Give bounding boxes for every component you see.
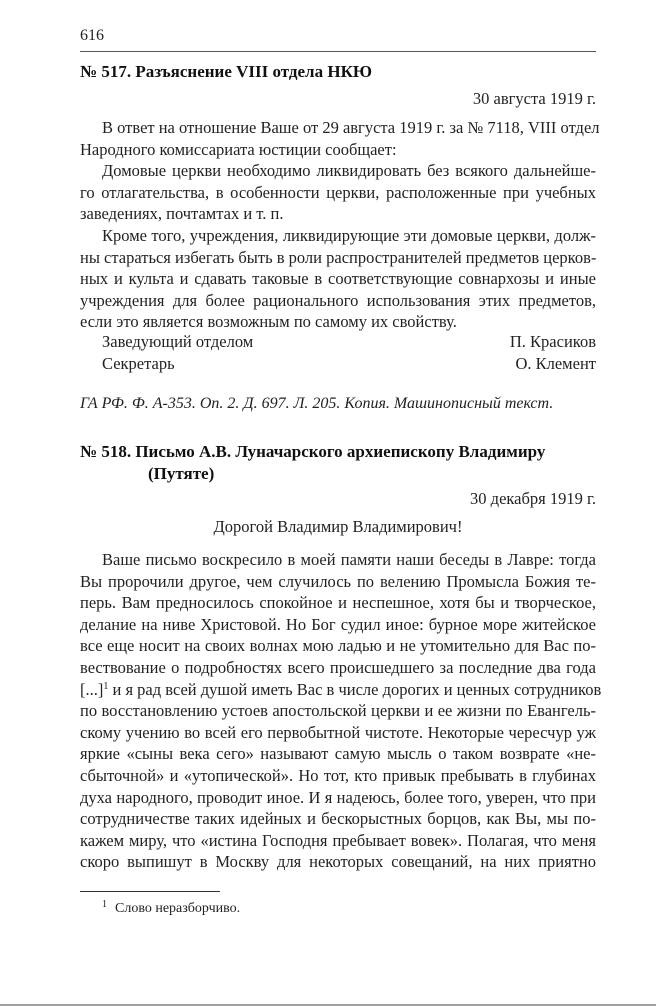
text-line: учреждения для более рационального использования этих предметов, — [80, 290, 596, 310]
text-line: скому учению во всей его первобытной чистоте. Некоторые чересчур уж — [80, 722, 596, 742]
doc-518-body — [80, 549, 602, 873]
doc-518-date: 30 декабря 1919 г. — [470, 489, 596, 508]
text-line: Народного комиссариата юстиции сообщает: — [80, 139, 397, 159]
doc-517-title: № 517. Разъяснение VIII отдела НКЮ — [80, 62, 373, 81]
text-line: кажем миру, что «истина Господня пребывает вовек». Полагая, что меня — [80, 830, 596, 850]
doc-518-salutation: Дорогой Владимир Владимирович! — [213, 517, 463, 536]
text-line: В ответ на отношение Ваше от 29 августа 1919 г. за № 7118, VIII отдел — [102, 118, 600, 137]
signature-position: Заведующий отделом — [102, 332, 254, 351]
doc-517-archive-reference: ГА РФ. Ф. А-353. Оп. 2. Д. 697. Л. 205. Копия. Машинописный текст. — [80, 395, 554, 412]
text-line: делание на ниве Христовой. Но Бог судил иное: бурное море житейское — [80, 614, 596, 634]
text-line: Домовые церкви необходимо ликвидировать без всякого дальнейше- — [102, 161, 596, 181]
text-line: го отлагательства, в особенности церкви, расположенные при учебных — [80, 182, 596, 202]
text-line: яркие «сыны века сего» называют самую мысль о таком возврате «не- — [80, 744, 596, 764]
footnote-reference[interactable]: 1 — [103, 680, 109, 692]
doc-517-date: 30 августа 1919 г. — [472, 89, 596, 108]
text-line: заведениях, почтамтах и т. п. — [80, 204, 284, 224]
signature-row — [102, 353, 596, 375]
text-line: Ваше письмо воскресило в моей памяти наши беседы в Лавре: тогда — [102, 550, 596, 569]
footnote-mark: 1 — [102, 899, 107, 910]
text-line: Кроме того, учреждения, ликвидирующие эти домовые церкви, долж- — [102, 225, 596, 245]
text-line: по восстановлению устоев апостольской церкви и ее жизни по Евангель- — [80, 701, 596, 721]
text-line: перь. Вам предносилось спокойное и неспешное, хотя бы и творческое, — [80, 593, 596, 613]
text-line: вествование о подробностях всего происшедшего за последние два года — [80, 657, 596, 677]
text-line: ных и культа и сдавать таковые в соответствующие совнархозы и иные — [80, 269, 596, 289]
text-line-with-footnote: [...]$^1$ и я рад всей душой иметь Вас в числе дорогих и ценных сотрудников — [80, 679, 602, 699]
text-line: Вы пророчили другое, чем случилось по велению Промысла Божия те- — [80, 571, 596, 591]
text-line: сбыточной» и «утопической». Но тот, кто привык пребывать в глубинах — [80, 765, 596, 785]
doc-518-title-line2: (Путяте) — [148, 464, 215, 483]
signature-name: П. Красиков — [509, 332, 596, 351]
text-line: скоро выпишут в Москву для некоторых совещаний, на них приятно — [80, 852, 596, 872]
text-line: духа народного, проводит иное. И я надеюсь, более того, уверен, что при — [80, 787, 596, 807]
footnote-rule — [80, 891, 220, 892]
ellipsis-bracket: [...] — [80, 679, 104, 699]
footnote-text: Слово неразборчиво. — [115, 901, 241, 916]
doc-517-body — [80, 117, 600, 333]
signature-name: О. Клемент — [515, 354, 596, 373]
text-line: все еще носит на своих волнах мою ладью и не утомительно для Вас по- — [80, 636, 596, 656]
text-line: если это является возможным по самому их свойству. — [80, 312, 457, 332]
signature-position: Секретарь — [102, 354, 175, 373]
header-rule — [80, 51, 596, 52]
text-line: ны стараться избегать быть в роли распространителей предметов церков- — [80, 247, 597, 267]
doc-518-title — [80, 441, 596, 485]
footnote — [102, 899, 240, 917]
signature-row — [102, 331, 596, 353]
text-line: сотрудничестве таких идейных и бескорыстных борцов, как Вы, мы по- — [80, 809, 596, 829]
doc-518-title-line1: № 518. Письмо А.В. Луначарского архиепископу Владимиру — [80, 442, 546, 461]
page-number: 616 — [80, 27, 104, 44]
